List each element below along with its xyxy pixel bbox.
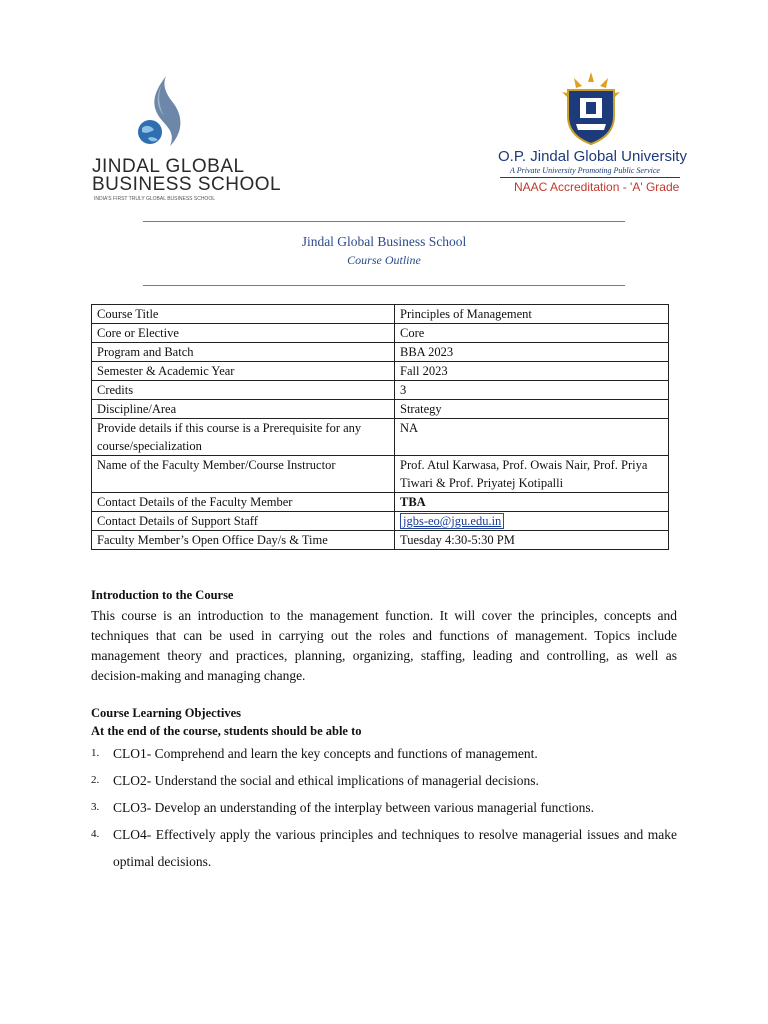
list-text: CLO3- Develop an understanding of the interplay between various managerial functions. — [113, 800, 594, 815]
row-key: Core or Elective — [92, 324, 395, 343]
opjgu-logo — [496, 70, 686, 200]
list-text: CLO4- Effectively apply the various principles and techniques to resolve managerial issues and make optimal decisions. — [113, 827, 677, 869]
table-row — [92, 400, 669, 419]
naac-accreditation: NAAC Accreditation - 'A' Grade — [514, 180, 680, 194]
course-info-table — [91, 304, 669, 550]
row-value: Tuesday 4:30-5:30 PM — [395, 531, 669, 550]
header-rule-top — [143, 221, 625, 222]
university-crest-icon — [556, 70, 626, 146]
list-text: CLO1- Comprehend and learn the key concepts and functions of management. — [113, 746, 538, 761]
row-key: Credits — [92, 381, 395, 400]
opjgu-tagline: A Private University Promoting Public Service — [510, 166, 660, 175]
row-value: Principles of Management — [395, 305, 669, 324]
jgbs-logo-line2: BUSINESS SCHOOL — [92, 174, 282, 195]
table-row — [92, 343, 669, 362]
list-number: 2. — [91, 774, 100, 786]
table-row — [92, 512, 669, 531]
jgbs-logo — [92, 74, 282, 204]
list-number: 1. — [91, 747, 100, 759]
row-value-cell — [395, 512, 669, 531]
list-item — [91, 740, 677, 767]
list-item — [91, 821, 677, 875]
intro-heading: Introduction to the Course — [91, 588, 234, 602]
row-value: BBA 2023 — [395, 343, 669, 362]
row-key: Name of the Faculty Member/Course Instructor — [92, 456, 395, 493]
row-value: Fall 2023 — [395, 362, 669, 381]
list-number: 4. — [91, 828, 100, 840]
school-title: Jindal Global Business School — [301, 234, 467, 249]
opjgu-rule — [500, 177, 680, 178]
row-key: Course Title — [92, 305, 395, 324]
row-key: Provide details if this course is a Prerequisite for any course/specialization — [92, 419, 395, 456]
table-row — [92, 305, 669, 324]
opjgu-name: O.P. Jindal Global University — [498, 148, 687, 165]
table-row — [92, 493, 669, 512]
table-row — [92, 324, 669, 343]
jgbs-logo-line1: JINDAL GLOBAL — [92, 156, 245, 177]
table-row — [92, 381, 669, 400]
flame-globe-icon — [136, 74, 188, 154]
objectives-heading: Course Learning Objectives — [91, 706, 241, 720]
list-text: CLO2- Understand the social and ethical implications of managerial decisions. — [113, 773, 539, 788]
row-value: 3 — [395, 381, 669, 400]
jgbs-logo-tagline: INDIA'S FIRST TRULY GLOBAL BUSINESS SCHOOL — [94, 196, 215, 202]
row-key: Contact Details of the Faculty Member — [92, 493, 395, 512]
row-key: Discipline/Area — [92, 400, 395, 419]
table-row — [92, 419, 669, 456]
intro-paragraph: This course is an introduction to the management function. It will cover the principles, concepts and techniques that can be used in carrying out the roles and functions of management. Topics include management theory and practices, planning, organizing, staffing, leading and controlling, as well as decision-making and managing change. — [91, 608, 677, 683]
document-type: Course Outline — [347, 253, 421, 267]
table-row — [92, 531, 669, 550]
objectives-list — [91, 740, 677, 875]
list-number: 3. — [91, 801, 100, 813]
row-key: Program and Batch — [92, 343, 395, 362]
row-value: TBA — [395, 493, 669, 512]
support-email-link[interactable]: jgbs-eo@jgu.edu.in — [400, 513, 504, 529]
row-key: Contact Details of Support Staff — [92, 512, 395, 531]
table-row — [92, 362, 669, 381]
row-value: Strategy — [395, 400, 669, 419]
objectives-subheading: At the end of the course, students should be able to — [91, 724, 362, 738]
row-key: Faculty Member’s Open Office Day/s & Time — [92, 531, 395, 550]
row-value: Core — [395, 324, 669, 343]
table-row — [92, 456, 669, 493]
list-item — [91, 767, 677, 794]
header-rule-bottom — [143, 285, 625, 286]
row-key: Semester & Academic Year — [92, 362, 395, 381]
row-value: NA — [395, 419, 669, 456]
list-item — [91, 794, 677, 821]
row-value: Prof. Atul Karwasa, Prof. Owais Nair, Prof. Priya Tiwari & Prof. Priyatej Kotipalli — [395, 456, 669, 493]
